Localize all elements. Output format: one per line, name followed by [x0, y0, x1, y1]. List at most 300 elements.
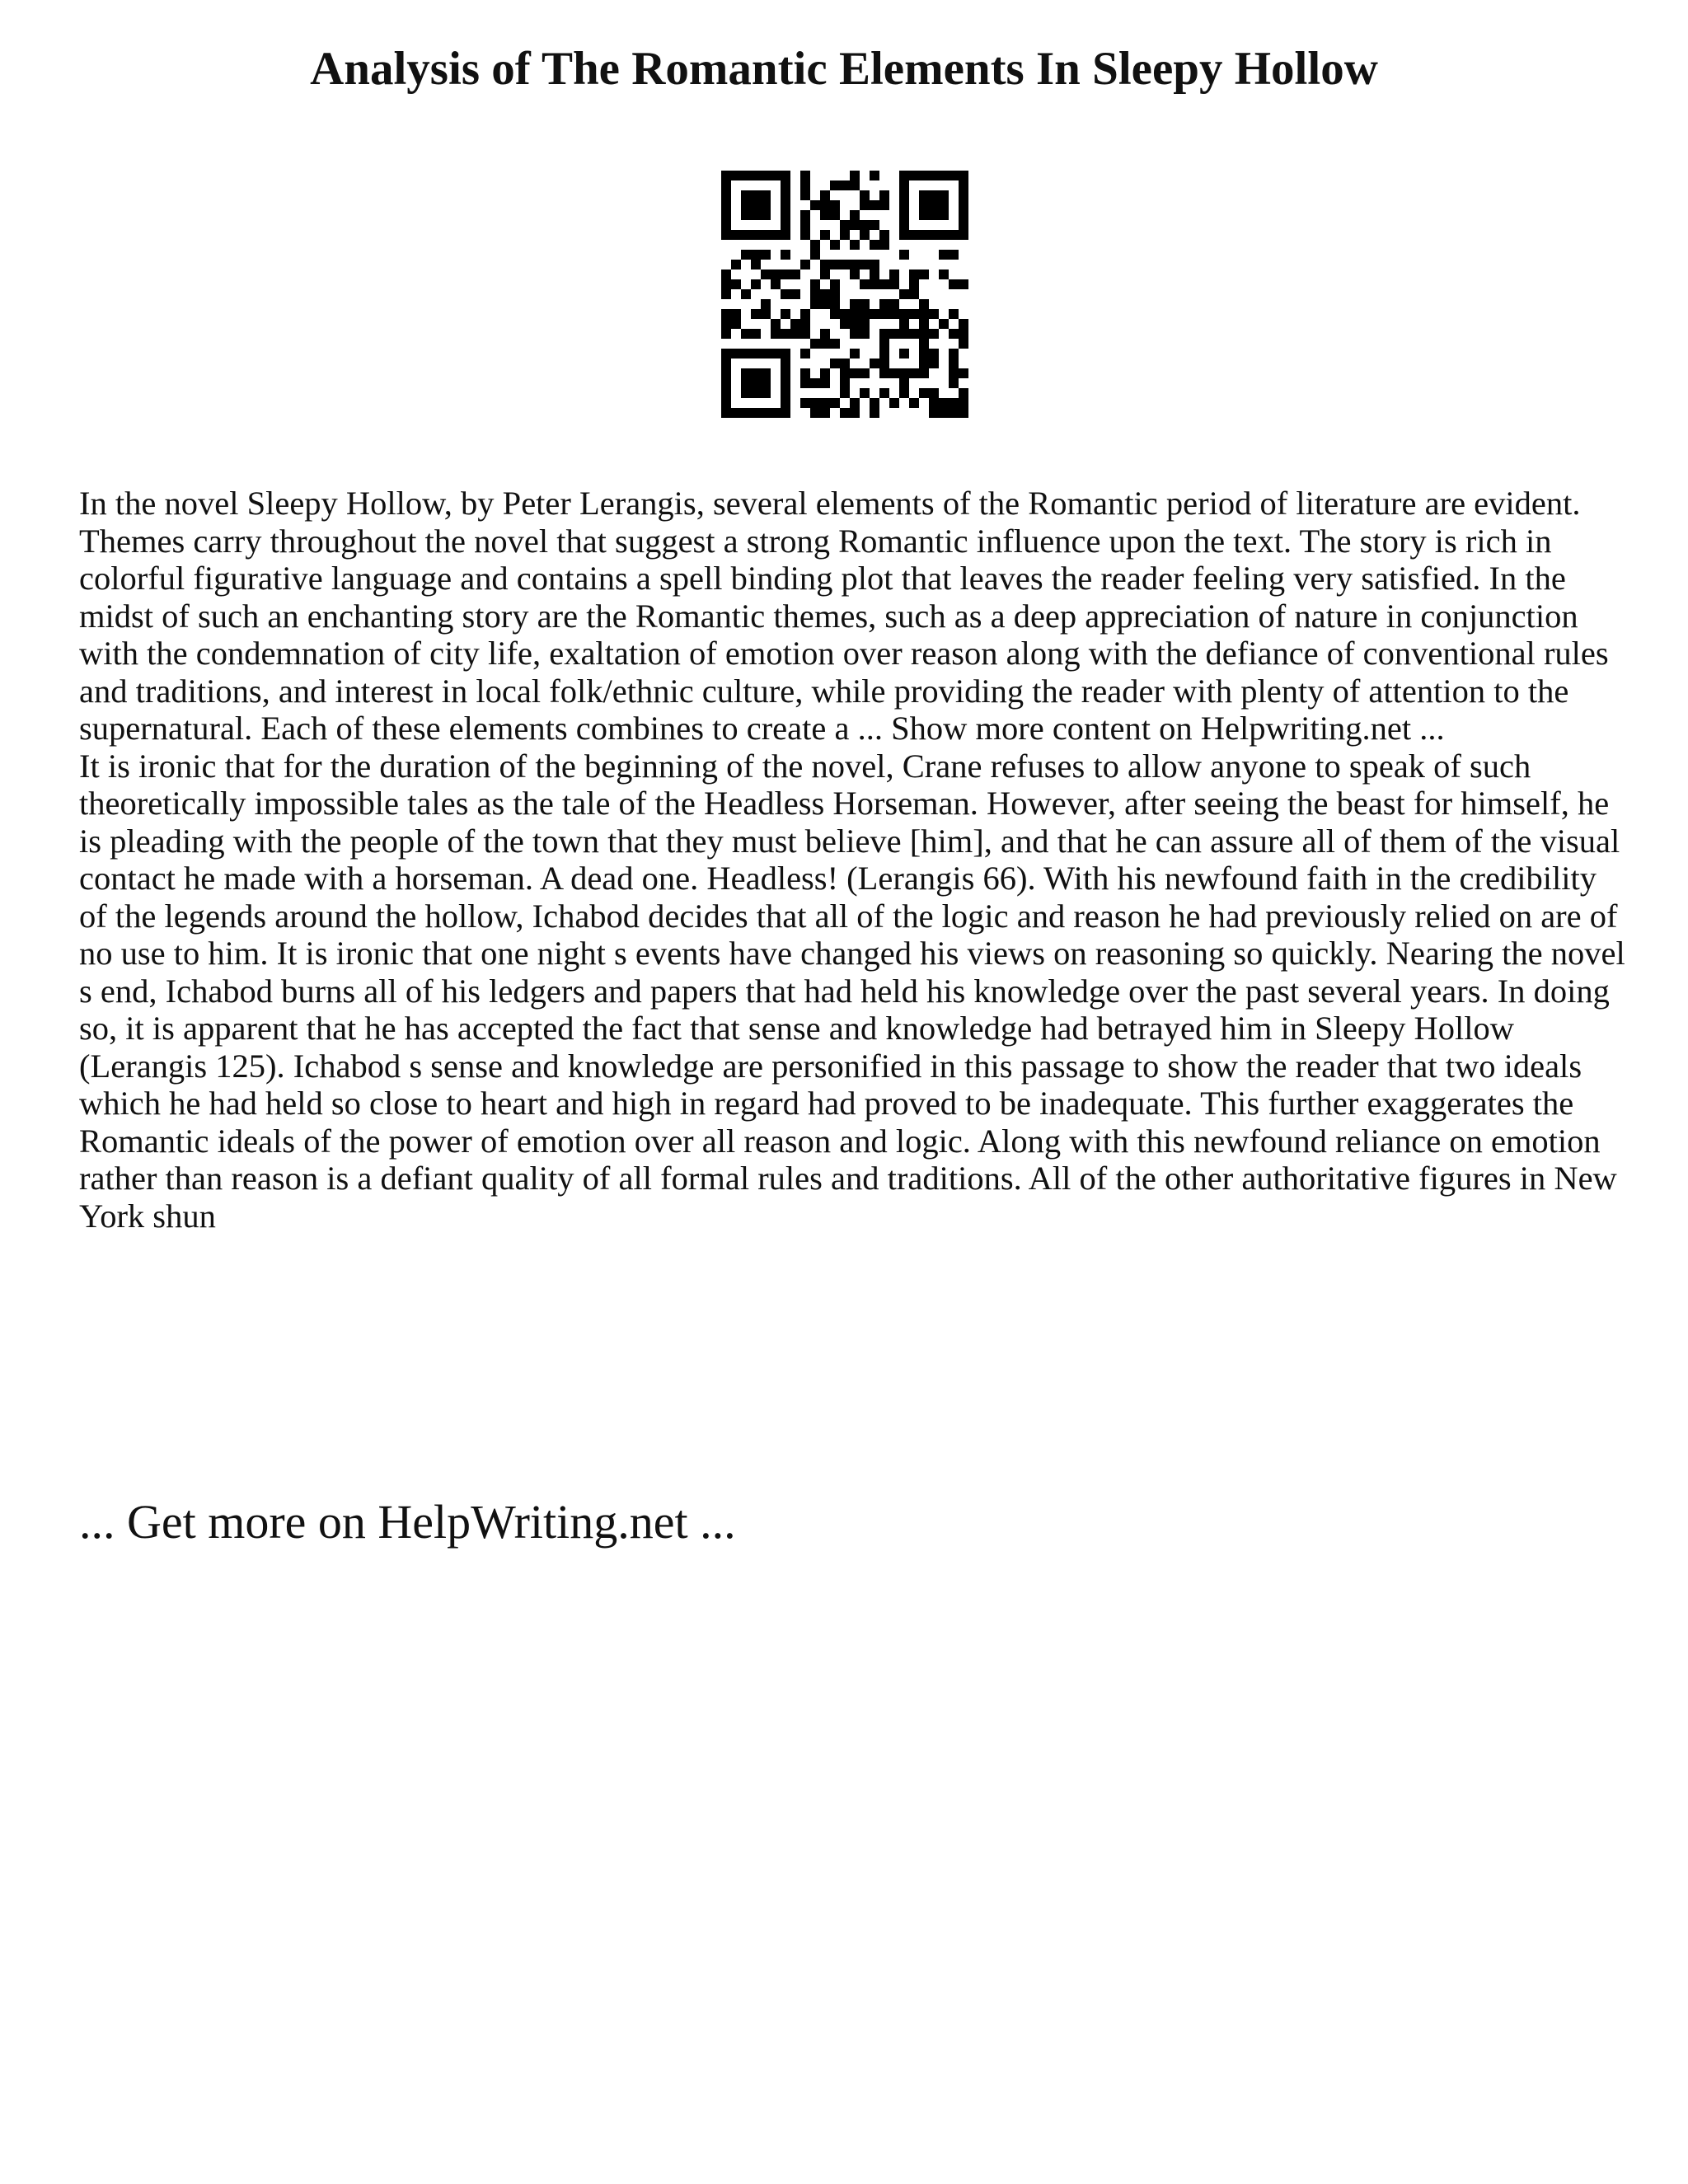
- qr-module: [781, 210, 790, 220]
- qr-module: [741, 230, 751, 240]
- qr-module: [731, 171, 741, 180]
- qr-module: [810, 200, 820, 210]
- qr-module: [820, 368, 830, 378]
- qr-module: [850, 329, 860, 339]
- qr-module: [820, 408, 830, 418]
- qr-module: [919, 269, 929, 279]
- qr-module: [889, 309, 899, 319]
- qr-module: [800, 319, 810, 329]
- qr-module: [850, 180, 860, 190]
- qr-module: [899, 349, 909, 359]
- qr-module: [781, 398, 790, 408]
- qr-module: [919, 171, 929, 180]
- qr-module: [771, 329, 781, 339]
- qr-module: [830, 339, 840, 349]
- qr-module: [741, 329, 751, 339]
- qr-module: [909, 171, 919, 180]
- qr-module: [959, 329, 968, 339]
- qr-module: [761, 349, 771, 359]
- qr-module: [830, 260, 840, 269]
- qr-module: [751, 250, 761, 260]
- qr-module: [949, 309, 959, 319]
- qr-module: [810, 289, 820, 299]
- qr-module: [790, 289, 800, 299]
- qr-module: [899, 368, 909, 378]
- qr-module: [909, 269, 919, 279]
- qr-module: [919, 190, 929, 200]
- qr-module: [731, 319, 741, 329]
- qr-module: [899, 230, 909, 240]
- qr-module: [820, 210, 830, 220]
- qr-module: [721, 279, 731, 289]
- qr-module: [939, 190, 949, 200]
- qr-module: [731, 260, 741, 269]
- qr-module: [820, 260, 830, 269]
- qr-module: [800, 180, 810, 190]
- qr-module: [899, 378, 909, 388]
- qr-module: [919, 309, 929, 319]
- qr-module: [771, 171, 781, 180]
- article-body: [79, 485, 1629, 1235]
- qr-module: [731, 309, 741, 319]
- qr-module: [771, 269, 781, 279]
- qr-module: [751, 210, 761, 220]
- qr-module: [781, 349, 790, 359]
- qr-module: [919, 368, 929, 378]
- qr-module: [830, 180, 840, 190]
- qr-module: [850, 220, 860, 230]
- qr-module: [929, 329, 939, 339]
- qr-module: [879, 299, 889, 309]
- qr-module: [731, 349, 741, 359]
- qr-module: [721, 210, 731, 220]
- qr-module: [899, 190, 909, 200]
- qr-module: [800, 210, 810, 220]
- qr-module: [899, 200, 909, 210]
- qr-module: [741, 388, 751, 398]
- qr-module: [840, 368, 850, 378]
- qr-module: [879, 279, 889, 289]
- qr-module: [830, 398, 840, 408]
- qr-module: [889, 329, 899, 339]
- qr-module: [721, 230, 731, 240]
- qr-module: [860, 230, 870, 240]
- qr-module: [820, 200, 830, 210]
- qr-module: [949, 329, 959, 339]
- qr-module: [959, 220, 968, 230]
- qr-module: [939, 408, 949, 418]
- qr-module: [731, 408, 741, 418]
- qr-module: [879, 349, 889, 359]
- qr-module: [800, 309, 810, 319]
- qr-module: [919, 299, 929, 309]
- qr-module: [949, 279, 959, 289]
- qr-module: [959, 171, 968, 180]
- qr-module: [810, 250, 820, 260]
- qr-module: [850, 210, 860, 220]
- qr-module: [909, 309, 919, 319]
- qr-module: [830, 289, 840, 299]
- qr-module: [909, 329, 919, 339]
- qr-module: [741, 210, 751, 220]
- qr-module: [721, 368, 731, 378]
- qr-module: [741, 408, 751, 418]
- qr-module: [939, 269, 949, 279]
- qr-module: [870, 359, 879, 368]
- qr-module: [879, 359, 889, 368]
- qr-module: [830, 200, 840, 210]
- qr-module: [929, 200, 939, 210]
- qr-module: [721, 349, 731, 359]
- qr-module: [781, 368, 790, 378]
- qr-module: [889, 279, 899, 289]
- qr-module: [959, 200, 968, 210]
- qr-module: [771, 408, 781, 418]
- qr-module: [761, 309, 771, 319]
- qr-module: [800, 230, 810, 240]
- qr-module: [879, 339, 889, 349]
- qr-module: [929, 388, 939, 398]
- qr-module: [850, 368, 860, 378]
- qr-module: [899, 388, 909, 398]
- qr-module: [850, 319, 860, 329]
- qr-module: [870, 398, 879, 408]
- qr-module: [949, 368, 959, 378]
- qr-module: [781, 359, 790, 368]
- qr-module: [860, 388, 870, 398]
- qr-module: [721, 200, 731, 210]
- page-title: Analysis of The Romantic Elements In Sleepy Hollow: [310, 43, 1378, 95]
- qr-module: [959, 388, 968, 398]
- qr-module: [860, 309, 870, 319]
- qr-module: [840, 260, 850, 269]
- qr-module: [929, 190, 939, 200]
- qr-module: [751, 171, 761, 180]
- qr-module: [919, 329, 929, 339]
- qr-module: [721, 408, 731, 418]
- qr-module: [721, 378, 731, 388]
- qr-module: [721, 190, 731, 200]
- qr-module: [830, 240, 840, 250]
- qr-module: [879, 329, 889, 339]
- qr-module: [790, 329, 800, 339]
- qr-module: [721, 220, 731, 230]
- qr-module: [781, 408, 790, 418]
- qr-module: [741, 289, 751, 299]
- qr-module: [909, 368, 919, 378]
- qr-module: [840, 359, 850, 368]
- qr-module: [899, 329, 909, 339]
- qr-module: [751, 260, 761, 269]
- qr-module: [949, 398, 959, 408]
- qr-module: [959, 398, 968, 408]
- qr-module: [721, 398, 731, 408]
- qr-module: [761, 299, 771, 309]
- qr-module: [830, 359, 840, 368]
- qr-module: [899, 171, 909, 180]
- qr-module: [929, 408, 939, 418]
- qr-module: [959, 368, 968, 378]
- qr-module: [889, 398, 899, 408]
- qr-module: [771, 319, 781, 329]
- get-more-link[interactable]: ... Get more on HelpWriting.net ...: [79, 1495, 736, 1549]
- qr-module: [879, 388, 889, 398]
- qr-module: [761, 388, 771, 398]
- qr-module: [800, 220, 810, 230]
- qr-module: [781, 269, 790, 279]
- qr-module: [840, 180, 850, 190]
- qr-module: [781, 180, 790, 190]
- qr-module: [919, 359, 929, 368]
- qr-module: [741, 190, 751, 200]
- qr-module: [850, 398, 860, 408]
- qr-module: [840, 220, 850, 230]
- qr-module: [781, 200, 790, 210]
- qr-module: [731, 279, 741, 289]
- qr-module: [810, 408, 820, 418]
- qr-module: [800, 329, 810, 339]
- qr-module: [860, 190, 870, 200]
- qr-module: [939, 230, 949, 240]
- qr-module: [820, 329, 830, 339]
- qr-module: [751, 190, 761, 200]
- qr-module: [820, 269, 830, 279]
- qr-module: [959, 339, 968, 349]
- qr-module: [919, 349, 929, 359]
- qr-module: [761, 368, 771, 378]
- qr-module: [919, 230, 929, 240]
- qr-module: [840, 388, 850, 398]
- qr-module: [741, 200, 751, 210]
- qr-module: [761, 378, 771, 388]
- qr-module: [800, 398, 810, 408]
- qr-module: [899, 309, 909, 319]
- qr-module: [929, 171, 939, 180]
- qr-module: [850, 269, 860, 279]
- qr-module: [830, 309, 840, 319]
- qr-module: [949, 349, 959, 359]
- qr-module: [899, 210, 909, 220]
- qr-module: [899, 289, 909, 299]
- qr-module: [830, 299, 840, 309]
- qr-module: [800, 368, 810, 378]
- qr-module: [781, 309, 790, 319]
- qr-module: [939, 200, 949, 210]
- qr-module: [879, 200, 889, 210]
- qr-module: [761, 230, 771, 240]
- qr-module: [781, 378, 790, 388]
- qr-module: [939, 210, 949, 220]
- qr-code-icon: [721, 171, 968, 418]
- qr-module: [741, 171, 751, 180]
- qr-module: [721, 319, 731, 329]
- qr-module: [949, 250, 959, 260]
- qr-module: [781, 250, 790, 260]
- qr-module: [781, 190, 790, 200]
- qr-module: [751, 388, 761, 398]
- qr-module: [820, 289, 830, 299]
- qr-module: [879, 309, 889, 319]
- qr-module: [800, 378, 810, 388]
- qr-module: [949, 171, 959, 180]
- paragraph-intro: In the novel Sleepy Hollow, by Peter Lerangis, several elements of the Romantic period of literature are evident. Themes carry throughout the novel that suggest a strong Romantic influence upon the text. The story is rich in colorful figurative language and contains a spell binding plot that leaves the reader feeling very satisfied. In the midst of such an enchanting story are the Romantic themes, such as a deep appreciation of nature in conjunction with the condemnation of city life, exaltation of emotion over reason along with the defiance of conventional rules and traditions, and interest in local folk/ethnic culture, while providing the reader with plenty of attention to the supernatural. Each of these elements combines to create a ... Show more content on Helpwriting.net ...: [79, 485, 1609, 747]
- qr-module: [741, 349, 751, 359]
- paragraph-analysis: It is ironic that for the duration of the beginning of the novel, Crane refuses to allow anyone to speak of such theoretically impossible tales as the tale of the Headless Horseman. However, after seeing the beast for himself, he is pleading with the people of the town that they must believe [him], and that he can assure all of them of the visual contact he made with a horseman. A dead one. Headless! (Lerangis 66). With his newfound faith in the credibility of the legends around the hollow, Ichabod decides that all of the logic and reason he had previously relied on are of no use to him. It is ironic that one night s events have changed his views on reasoning so quickly. Nearing the novel s end, Ichabod burns all of his ledgers and papers that had held his knowledge over the past several years. In doing so, it is apparent that he has accepted the fact that sense and knowledge had betrayed him in Sleepy Hollow (Lerangis 125). Ichabod s sense and knowledge are personified in this passage to show the reader that two ideals which he had held so close to heart and high in regard had proved to be inadequate. This further exaggerates the Romantic ideals of the power of emotion over all reason and logic. Along with this newfound reliance on emotion rather than reason is a defiant quality of all formal rules and traditions. All of the other authoritative figures in New York shun: [79, 747, 1625, 1235]
- qr-module: [810, 339, 820, 349]
- qr-module: [899, 250, 909, 260]
- qr-module: [850, 260, 860, 269]
- qr-module: [959, 279, 968, 289]
- qr-module: [889, 368, 899, 378]
- qr-module: [850, 299, 860, 309]
- qr-module: [751, 349, 761, 359]
- qr-module: [751, 279, 761, 289]
- qr-module: [771, 230, 781, 240]
- qr-module: [929, 349, 939, 359]
- qr-module: [741, 378, 751, 388]
- qr-module: [850, 408, 860, 418]
- qr-module: [820, 339, 830, 349]
- qr-module: [929, 359, 939, 368]
- qr-module: [721, 329, 731, 339]
- qr-module: [830, 210, 840, 220]
- qr-module: [929, 398, 939, 408]
- qr-module: [959, 319, 968, 329]
- qr-module: [939, 398, 949, 408]
- qr-module: [751, 378, 761, 388]
- qr-module: [781, 289, 790, 299]
- qr-module: [919, 319, 929, 329]
- qr-module: [870, 240, 879, 250]
- qr-module: [889, 299, 899, 309]
- qr-module: [919, 200, 929, 210]
- qr-module: [949, 378, 959, 388]
- qr-module: [850, 349, 860, 359]
- qr-module: [919, 388, 929, 398]
- qr-module: [919, 210, 929, 220]
- qr-module: [761, 171, 771, 180]
- qr-module: [850, 171, 860, 180]
- qr-module: [879, 368, 889, 378]
- qr-module: [870, 408, 879, 418]
- qr-module: [810, 279, 820, 289]
- qr-module: [840, 378, 850, 388]
- qr-module: [721, 289, 731, 299]
- qr-module: [860, 279, 870, 289]
- qr-code-graphic: [721, 171, 968, 418]
- qr-module: [939, 250, 949, 260]
- qr-module: [860, 200, 870, 210]
- qr-module: [860, 299, 870, 309]
- qr-module: [909, 230, 919, 240]
- qr-module: [919, 339, 929, 349]
- qr-module: [781, 329, 790, 339]
- qr-module: [820, 378, 830, 388]
- qr-module: [840, 319, 850, 329]
- qr-module: [909, 398, 919, 408]
- qr-module: [909, 289, 919, 299]
- qr-module: [781, 171, 790, 180]
- qr-module: [830, 279, 840, 289]
- qr-module: [810, 378, 820, 388]
- qr-module: [899, 180, 909, 190]
- qr-module: [929, 210, 939, 220]
- qr-module: [870, 260, 879, 269]
- qr-module: [860, 319, 870, 329]
- qr-module: [761, 210, 771, 220]
- qr-module: [731, 230, 741, 240]
- qr-module: [721, 388, 731, 398]
- qr-module: [860, 220, 870, 230]
- qr-module: [949, 408, 959, 418]
- qr-module: [741, 250, 751, 260]
- qr-module: [800, 260, 810, 269]
- qr-module: [741, 368, 751, 378]
- qr-module: [929, 230, 939, 240]
- qr-module: [781, 230, 790, 240]
- qr-module: [781, 388, 790, 398]
- qr-module: [721, 171, 731, 180]
- qr-module: [959, 230, 968, 240]
- qr-module: [790, 269, 800, 279]
- qr-module: [860, 329, 870, 339]
- qr-module: [879, 240, 889, 250]
- qr-module: [761, 200, 771, 210]
- qr-module: [959, 190, 968, 200]
- qr-module: [751, 200, 761, 210]
- qr-module: [959, 408, 968, 418]
- qr-module: [899, 319, 909, 329]
- qr-module: [820, 190, 830, 200]
- qr-module: [870, 309, 879, 319]
- qr-module: [751, 368, 761, 378]
- qr-module: [751, 408, 761, 418]
- qr-module: [721, 359, 731, 368]
- qr-module: [771, 349, 781, 359]
- qr-module: [810, 398, 820, 408]
- qr-module: [870, 279, 879, 289]
- qr-module: [939, 319, 949, 329]
- qr-module: [850, 240, 860, 250]
- qr-module: [959, 180, 968, 190]
- qr-module: [840, 408, 850, 418]
- qr-module: [899, 220, 909, 230]
- qr-module: [721, 269, 731, 279]
- qr-module: [810, 240, 820, 250]
- qr-module: [800, 349, 810, 359]
- qr-module: [909, 279, 919, 289]
- qr-module: [820, 299, 830, 309]
- qr-module: [870, 269, 879, 279]
- qr-module: [751, 329, 761, 339]
- qr-module: [870, 171, 879, 180]
- qr-module: [751, 230, 761, 240]
- qr-module: [860, 260, 870, 269]
- qr-module: [870, 220, 879, 230]
- qr-module: [840, 230, 850, 240]
- qr-module: [790, 319, 800, 329]
- qr-module: [949, 230, 959, 240]
- qr-module: [939, 171, 949, 180]
- qr-module: [889, 269, 899, 279]
- qr-module: [929, 309, 939, 319]
- qr-module: [761, 269, 771, 279]
- qr-module: [721, 180, 731, 190]
- qr-module: [781, 220, 790, 230]
- qr-module: [949, 359, 959, 368]
- qr-module: [761, 408, 771, 418]
- qr-module: [751, 309, 761, 319]
